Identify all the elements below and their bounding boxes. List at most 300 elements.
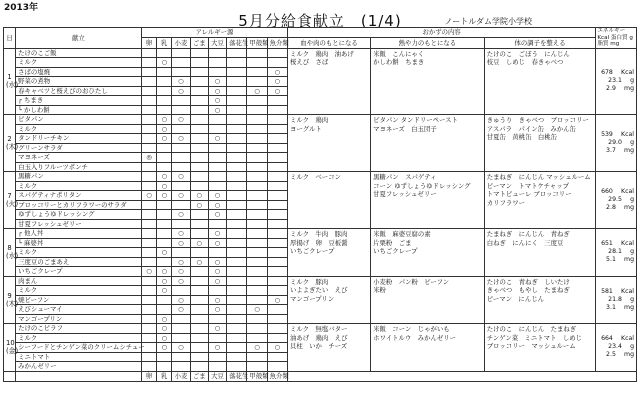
allergen-mark <box>172 153 190 163</box>
allergen-mark <box>267 134 287 144</box>
allergen-mark <box>190 172 208 182</box>
allergen-mark <box>157 105 172 115</box>
allergen-mark <box>190 267 208 277</box>
allergen-mark <box>247 210 267 220</box>
nutrition-cell: 539 Kcal 29.0 g 3.7 mg <box>596 115 637 172</box>
allergen-mark: ○ <box>208 343 226 353</box>
footer-row <box>4 371 637 381</box>
allergen-mark: ○ <box>157 324 172 334</box>
cat3-cell: たけのこ にんじん たまねぎ チンゲン菜 ミニトマト しめじ ブロッコリー マッシュルーム <box>484 324 596 372</box>
allergen-mark <box>190 162 208 172</box>
cat1-cell: ミルク ベーコン <box>287 172 370 229</box>
allergen-mark <box>172 362 190 372</box>
allergen-mark <box>190 105 208 115</box>
nutrition-header: エネルギーKcal 蛋白質 g 脂質 mg <box>596 28 637 49</box>
allergen-mark <box>227 143 247 153</box>
allergen-mark: ○ <box>157 172 172 182</box>
allergen-mark <box>227 314 247 324</box>
allergen-mark <box>227 86 247 96</box>
allergen-mark <box>267 267 287 277</box>
allergen-mark <box>267 333 287 343</box>
nutrition-cell: 664 Kcal 23.4 g 2.5 mg <box>596 324 637 372</box>
allergen-mark <box>141 210 156 220</box>
dish-name: 白玉入りフルーツポンチ <box>16 162 142 172</box>
allergen-mark: ○ <box>208 324 226 334</box>
allergen-mark <box>247 324 267 334</box>
cat1-cell: ミルク 豚肉 いよよぎたい えび マンゴープリン <box>287 276 370 324</box>
allergen-mark <box>267 257 287 267</box>
dish-name: マヨネーズ <box>16 153 142 163</box>
dish-name: 肉まん <box>16 276 142 286</box>
menu-row <box>4 324 637 334</box>
allergen-mark: ○ <box>208 96 226 106</box>
allergen-mark <box>208 67 226 77</box>
cat2-cell: 米飯 こんにゃく かしわ餅 ちまき <box>371 48 485 115</box>
allergen-mark: ○ <box>267 67 287 77</box>
allergen-mark <box>141 333 156 343</box>
allergen-header: 大豆 <box>208 38 226 48</box>
allergen-mark <box>208 153 226 163</box>
allergen-mark <box>141 86 156 96</box>
dish-name: グリーンサラダ <box>16 143 142 153</box>
allergen-mark: ○ <box>208 267 226 277</box>
year-label: 2013年 <box>4 3 39 13</box>
allergen-mark: ◎ <box>141 153 156 163</box>
allergen-mark: ○ <box>190 200 208 210</box>
footer-spacer <box>16 371 142 381</box>
table-body <box>4 48 637 371</box>
dish-name: さばの塩焼 <box>16 67 142 77</box>
allergen-mark <box>247 143 267 153</box>
dish-name: ミルク <box>16 124 142 134</box>
allergen-mark <box>247 295 267 305</box>
allergen-mark <box>141 248 156 258</box>
menu-header: 献立 <box>16 28 142 49</box>
allergen-mark: ○ <box>141 191 156 201</box>
allergen-mark <box>247 267 267 277</box>
allergen-mark: ○ <box>157 191 172 201</box>
cat3-header: 体の調子を整える <box>484 38 596 48</box>
allergen-mark <box>247 200 267 210</box>
day-cell: 9 (木) <box>4 276 16 324</box>
dish-name: いちごクレープ <box>16 267 142 277</box>
page-title: 5月分給食献立 (1/4) <box>238 12 402 30</box>
dish-name: ミルク <box>16 333 142 343</box>
allergen-mark: ○ <box>172 134 190 144</box>
allergen-mark: ○ <box>208 229 226 239</box>
allergen-mark <box>190 96 208 106</box>
allergen-mark <box>247 115 267 125</box>
allergen-mark <box>267 143 287 153</box>
allergen-mark <box>141 295 156 305</box>
cat1-header: 血や肉のもとになる <box>287 38 370 48</box>
allergen-mark <box>172 352 190 362</box>
allergen-mark <box>247 286 267 296</box>
allergen-mark: ○ <box>157 343 172 353</box>
allergen-mark: ○ <box>190 191 208 201</box>
allergen-mark: ○ <box>157 333 172 343</box>
allergen-mark <box>227 162 247 172</box>
allergen-mark <box>227 58 247 68</box>
allergen-mark: ○ <box>208 77 226 87</box>
allergen-mark <box>227 96 247 106</box>
dish-name: ミニトマト <box>16 352 142 362</box>
allergen-mark <box>190 314 208 324</box>
allergen-mark <box>157 143 172 153</box>
dish-name: 焼ビーフン <box>16 295 142 305</box>
cat1-cell: ミルク 鶏肉 油あげ 桜えび さば <box>287 48 370 115</box>
footer-allergen-label: 小麦 <box>172 371 190 381</box>
allergen-mark <box>172 314 190 324</box>
allergen-mark <box>172 181 190 191</box>
allergen-mark: ○ <box>157 286 172 296</box>
cat2-cell: 米飯 コーン じゃがいも ホワイトルウ みかんゼリー <box>371 324 485 372</box>
allergen-mark <box>227 134 247 144</box>
allergen-mark <box>141 172 156 182</box>
cat1-cell: ミルク 鶏肉 ヨーグルト <box>287 115 370 172</box>
allergen-mark: ○ <box>157 58 172 68</box>
allergen-mark: ○ <box>208 200 226 210</box>
allergen-mark: ○ <box>208 134 226 144</box>
allergen-mark <box>172 324 190 334</box>
allergen-mark: ○ <box>208 257 226 267</box>
dish-name: ミルク <box>16 286 142 296</box>
cat3-cell: たまねぎ にんじん 青ねぎ 白ねぎ にんにく 三度豆 <box>484 229 596 277</box>
dish-name: ブロッコリーとカリフラワーのサラダ <box>16 200 142 210</box>
allergen-mark <box>267 276 287 286</box>
allergen-mark <box>141 200 156 210</box>
allergen-mark: ○ <box>208 276 226 286</box>
menu-row <box>4 229 637 239</box>
allergen-mark <box>141 96 156 106</box>
cat1-cell: ミルク 無塩バター 油あげ 鶏肉 えび 貝柱 いか チーズ <box>287 324 370 372</box>
allergen-header: 甲殻類 <box>247 38 267 48</box>
allergen-mark: ○ <box>157 314 172 324</box>
allergen-mark <box>267 162 287 172</box>
allergen-mark <box>141 219 156 229</box>
table-header <box>4 28 637 49</box>
allergen-mark <box>190 181 208 191</box>
allergen-mark <box>172 162 190 172</box>
allergen-mark <box>157 257 172 267</box>
allergen-mark <box>267 305 287 315</box>
cat2-cell: 小麦粉 パン粉 ビーフン 米粉 <box>371 276 485 324</box>
nutrition-cell: 678 Kcal 23.1 g 2.9 mg <box>596 48 637 115</box>
allergen-mark <box>141 324 156 334</box>
allergen-mark <box>267 238 287 248</box>
allergen-mark <box>247 153 267 163</box>
allergen-mark <box>208 162 226 172</box>
allergen-mark <box>172 58 190 68</box>
allergy-group-header: アレルギー源 <box>141 28 287 38</box>
menu-table-wrapper <box>3 27 637 382</box>
allergen-mark <box>157 238 172 248</box>
cat3-cell: たけのこ 青ねぎ しいたけ きゃべつ もやし たまねぎ ピーマン にんじん <box>484 276 596 324</box>
allergen-mark <box>208 362 226 372</box>
dish-name: 三度豆のごまあえ <box>16 257 142 267</box>
allergen-mark <box>157 219 172 229</box>
day-header: 日 <box>4 28 16 49</box>
allergen-mark <box>172 286 190 296</box>
allergen-mark <box>190 143 208 153</box>
allergen-mark <box>227 219 247 229</box>
allergen-mark: ○ <box>157 124 172 134</box>
footer-allergen-label: 落花生 <box>227 371 247 381</box>
allergen-mark <box>267 200 287 210</box>
allergen-mark: ○ <box>190 238 208 248</box>
nutrition-cell: 660 Kcal 29.5 g 2.8 mg <box>596 172 637 229</box>
allergen-mark <box>208 352 226 362</box>
allergen-mark <box>157 153 172 163</box>
allergen-mark <box>267 352 287 362</box>
allergen-mark <box>190 153 208 163</box>
allergen-mark <box>157 362 172 372</box>
cat3-cell: きゅうり きゃべつ ブロッコリー アスパラ パイン缶 みかん缶 甘夏缶 黄桃缶 白桃缶 <box>484 115 596 172</box>
allergen-mark <box>247 162 267 172</box>
allergen-mark: ○ <box>172 115 190 125</box>
allergen-mark <box>208 143 226 153</box>
allergen-mark <box>227 362 247 372</box>
allergen-mark <box>190 305 208 315</box>
allergen-mark <box>157 295 172 305</box>
allergen-mark <box>172 96 190 106</box>
allergen-mark <box>227 124 247 134</box>
cat2-cell: 黒糖パン スパゲティ コーン ゆずしょうゆドレッシング 甘夏フレッシュゼリー <box>371 172 485 229</box>
dish-name: たけのこご飯 <box>16 48 142 58</box>
allergen-mark: ○ <box>208 295 226 305</box>
allergen-mark <box>227 48 247 58</box>
allergen-mark <box>172 48 190 58</box>
allergen-mark <box>267 115 287 125</box>
allergen-mark <box>208 219 226 229</box>
allergen-mark <box>247 77 267 87</box>
dish-name: 野菜の煮物 <box>16 77 142 87</box>
allergen-mark <box>227 343 247 353</box>
allergen-mark <box>141 257 156 267</box>
allergen-mark <box>172 219 190 229</box>
allergen-mark: ○ <box>267 86 287 96</box>
allergen-mark <box>227 210 247 220</box>
dish-name: マンゴープリン <box>16 314 142 324</box>
allergen-mark: ○ <box>247 343 267 353</box>
allergen-mark <box>227 267 247 277</box>
day-cell: 1 (水) <box>4 48 16 115</box>
allergen-header: 小麦 <box>172 38 190 48</box>
side-group-header: おかずの内容 <box>287 28 595 38</box>
allergen-mark <box>267 219 287 229</box>
allergen-mark <box>247 96 267 106</box>
allergen-mark: ○ <box>208 105 226 115</box>
allergen-mark <box>172 105 190 115</box>
allergen-mark <box>141 48 156 58</box>
allergen-mark <box>141 58 156 68</box>
menu-row <box>4 48 637 58</box>
allergen-mark <box>141 276 156 286</box>
allergen-mark: ○ <box>141 267 156 277</box>
allergen-header: 落花生 <box>227 38 247 48</box>
allergen-mark <box>157 352 172 362</box>
allergen-mark: ○ <box>157 115 172 125</box>
allergen-mark <box>190 276 208 286</box>
footer-allergen-label: 甲殻類 <box>247 371 267 381</box>
allergen-mark <box>227 276 247 286</box>
allergen-mark <box>247 58 267 68</box>
dish-name: 春キャベツと桜えびのおひたし <box>16 86 142 96</box>
allergen-mark <box>247 134 267 144</box>
dish-name: みかんゼリー <box>16 362 142 372</box>
allergen-mark <box>190 48 208 58</box>
allergen-mark <box>141 181 156 191</box>
allergen-mark <box>227 153 247 163</box>
allergen-mark <box>247 238 267 248</box>
allergen-mark <box>141 238 156 248</box>
cat2-cell: 米飯 麻婆豆腐の素 片栗粉 ごま いちごクレープ <box>371 229 485 277</box>
allergen-mark <box>208 286 226 296</box>
allergen-mark <box>157 67 172 77</box>
allergen-mark <box>141 229 156 239</box>
allergen-mark <box>267 210 287 220</box>
allergen-mark <box>247 229 267 239</box>
cat2-header: 熱や力のもとになる <box>371 38 485 48</box>
allergen-mark <box>190 343 208 353</box>
day-cell: 8 (水) <box>4 229 16 277</box>
allergen-mark <box>267 181 287 191</box>
footer-allergen-label: ごま <box>190 371 208 381</box>
allergen-mark <box>190 286 208 296</box>
allergen-mark: ○ <box>172 86 190 96</box>
allergen-mark <box>190 219 208 229</box>
allergen-mark: ○ <box>208 191 226 201</box>
allergen-mark: ○ <box>208 210 226 220</box>
allergen-mark: ○ <box>157 267 172 277</box>
allergen-mark: ○ <box>208 305 226 315</box>
allergen-mark <box>267 58 287 68</box>
allergen-mark <box>190 248 208 258</box>
allergen-mark <box>141 305 156 315</box>
allergen-mark <box>141 105 156 115</box>
allergen-mark <box>227 67 247 77</box>
allergen-mark <box>172 248 190 258</box>
dish-name: ミルク <box>16 181 142 191</box>
allergen-header: 卵 <box>141 38 156 48</box>
allergen-mark <box>247 352 267 362</box>
cat2-cell: ピタパン タンドリーペースト マヨネーズ 白玉団子 <box>371 115 485 172</box>
allergen-mark <box>157 210 172 220</box>
allergen-mark: ○ <box>172 267 190 277</box>
menu-row <box>4 276 637 286</box>
menu-table <box>3 27 637 382</box>
allergen-mark: ○ <box>172 77 190 87</box>
allergen-mark <box>208 333 226 343</box>
allergen-mark: ○ <box>267 343 287 353</box>
allergen-mark <box>190 86 208 96</box>
allergen-mark <box>267 105 287 115</box>
allergen-mark <box>208 58 226 68</box>
allergen-mark <box>190 210 208 220</box>
allergen-mark <box>190 362 208 372</box>
allergen-mark <box>227 248 247 258</box>
day-cell: 7 (火) <box>4 172 16 229</box>
allergen-mark <box>190 115 208 125</box>
allergen-mark <box>190 229 208 239</box>
allergen-mark <box>227 352 247 362</box>
allergen-mark <box>172 333 190 343</box>
allergen-mark <box>267 191 287 201</box>
allergen-mark: ○ <box>172 210 190 220</box>
allergen-mark: ○ <box>172 295 190 305</box>
allergen-mark <box>157 77 172 87</box>
allergen-mark <box>247 191 267 201</box>
dish-name: スパゲティナポリタン <box>16 191 142 201</box>
allergen-mark <box>208 115 226 125</box>
allergen-mark <box>227 333 247 343</box>
allergen-mark <box>227 77 247 87</box>
dish-name: ミルク <box>16 248 142 258</box>
allergen-mark <box>141 314 156 324</box>
allergen-mark <box>172 200 190 210</box>
allergen-mark <box>208 248 226 258</box>
allergen-mark <box>267 229 287 239</box>
allergen-mark: ○ <box>190 257 208 267</box>
allergen-mark <box>157 305 172 315</box>
allergen-mark <box>227 229 247 239</box>
allergen-mark <box>227 105 247 115</box>
day-cell: 10 (金) <box>4 324 16 372</box>
allergen-mark: ○ <box>172 172 190 182</box>
allergen-mark <box>227 295 247 305</box>
allergen-mark <box>227 181 247 191</box>
allergen-mark <box>141 115 156 125</box>
allergen-header: ごま <box>190 38 208 48</box>
allergen-mark <box>157 162 172 172</box>
footer-allergen-label: 大豆 <box>208 371 226 381</box>
allergen-mark <box>267 248 287 258</box>
allergen-mark <box>227 305 247 315</box>
allergen-mark <box>227 324 247 334</box>
allergen-mark <box>247 276 267 286</box>
allergen-mark: ○ <box>172 229 190 239</box>
allergen-mark <box>157 86 172 96</box>
dish-name: └ かしわ餅 <box>16 105 142 115</box>
cat3-cell: たまねぎ にんじん マッシュルーム ピーマン トマトケチャップ トマトピューレ ブロッコリー カリフラワー <box>484 172 596 229</box>
allergen-mark <box>247 48 267 58</box>
allergen-mark <box>247 248 267 258</box>
allergen-mark <box>190 295 208 305</box>
allergen-mark <box>227 115 247 125</box>
allergen-mark <box>190 324 208 334</box>
footer-allergen-label: 乳 <box>157 371 172 381</box>
allergen-mark <box>141 286 156 296</box>
dish-name: えびシューマイ <box>16 305 142 315</box>
allergen-mark <box>172 143 190 153</box>
cat3-cell: たけのこ ごぼう にんじん 枝豆 しめじ 春きゃべつ <box>484 48 596 115</box>
allergen-mark <box>190 134 208 144</box>
allergen-mark <box>247 105 267 115</box>
allergen-mark: ○ <box>157 276 172 286</box>
allergen-mark <box>227 238 247 248</box>
allergen-mark <box>141 143 156 153</box>
allergen-mark <box>247 333 267 343</box>
allergen-mark <box>208 124 226 134</box>
allergen-mark <box>247 362 267 372</box>
dish-name: ┌ ちまき <box>16 96 142 106</box>
allergen-mark: ○ <box>267 77 287 87</box>
allergen-mark <box>247 172 267 182</box>
allergen-mark <box>141 134 156 144</box>
allergen-mark <box>227 286 247 296</box>
allergen-header: 魚介類 <box>267 38 287 48</box>
allergen-mark: ○ <box>208 238 226 248</box>
